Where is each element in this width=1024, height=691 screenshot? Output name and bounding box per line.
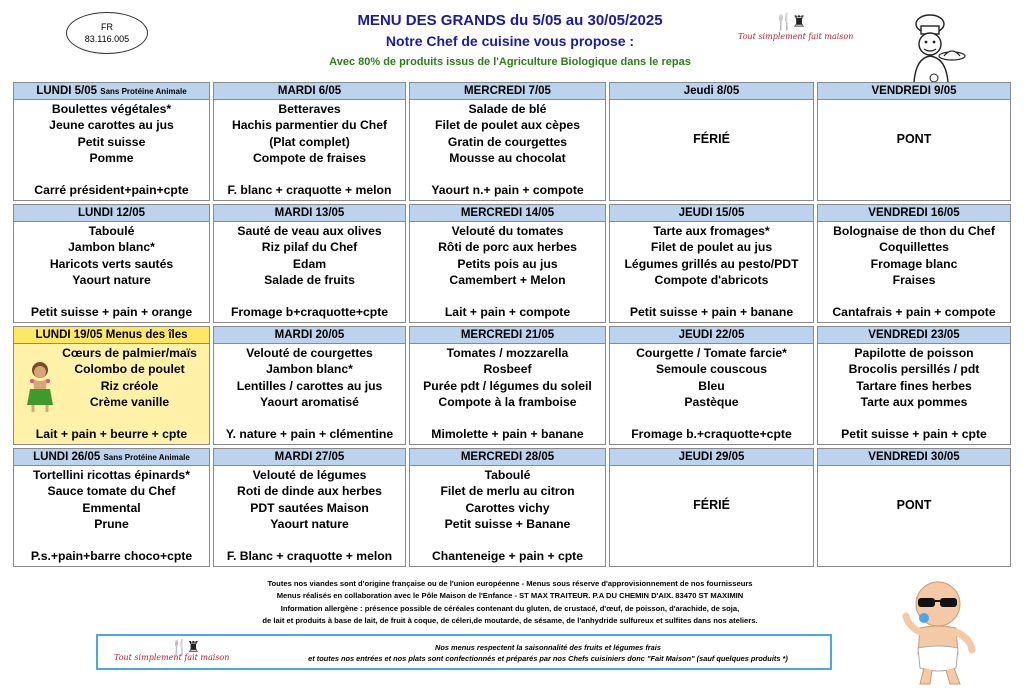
day-header <box>410 449 605 466</box>
dish-item: Tartare fines herbes <box>856 378 972 393</box>
day-header <box>410 205 605 222</box>
afternoon-snack: F. blanc + craquotte + melon <box>227 183 392 197</box>
dish-item: Hachis parmentier du Chef <box>231 118 388 133</box>
dish-item: Pastèque <box>684 394 739 409</box>
menu-subtitle: Notre Chef de cuisine vous propose : <box>385 33 635 49</box>
dish-item: Sauce tomate du Chef <box>47 484 176 499</box>
day-header <box>214 449 405 466</box>
day-header <box>610 83 813 100</box>
day-header <box>818 449 1010 466</box>
day-cell <box>409 204 606 323</box>
day-cell <box>13 204 210 323</box>
dish-list <box>14 100 209 166</box>
footer-line: Toutes nos viandes sont d'origine française ou de l'union européenne - Menus sous réserve d'approvisionnement de nos fournisseurs <box>267 579 753 588</box>
day-cell <box>13 448 210 567</box>
cutlery-icon: 🍴♜ <box>774 14 805 31</box>
day-label: MARDI 20/05 <box>274 329 345 341</box>
dish-item: Camembert + Melon <box>449 272 566 287</box>
afternoon-snack: Lait + pain + compote <box>444 305 571 319</box>
day-label: VENDREDI 16/05 <box>868 207 960 219</box>
fr-approval-badge <box>66 12 148 54</box>
dish-item: Taboulé <box>484 468 531 482</box>
fait-maison-note-box <box>96 634 832 670</box>
bio-line: Avec 80% de produits issus de l'Agriculture Biologique dans le repas <box>329 56 691 68</box>
footer-info <box>200 578 820 628</box>
footer-line: Menus réalisés en collaboration avec le Pôle Maison de l'Enfance - ST MAX TRAITEUR. P.A DU CHEMIN D'AIX. 83470 ST MAXIMIN <box>276 591 744 601</box>
day-label: VENDREDI 9/05 <box>871 85 957 97</box>
afternoon-snack: Mimolette + pain + banane <box>431 427 584 441</box>
note-line: et toutes nos entrées et nos plats sont confectionnés et préparés par nos Chefs cuisiniers donc "Fait Maison" (sauf quelques produits *) <box>308 654 788 663</box>
afternoon-snack: Petit suisse + pain + banane <box>629 305 794 319</box>
badge-line-2: 83.116.005 <box>84 34 130 44</box>
dish-item: Lentilles / carottes au jus <box>236 378 383 393</box>
day-label: LUNDI 5/05 <box>36 85 98 97</box>
day-header <box>610 327 813 344</box>
day-header <box>818 205 1010 222</box>
dish-item: Tomates / mozzarella <box>446 346 569 360</box>
dish-list <box>818 344 1010 410</box>
dish-item: Taboulé <box>88 224 135 238</box>
afternoon-snack: Fromage b+craquotte+cpte <box>230 305 389 319</box>
day-label: MERCREDI 21/05 <box>460 329 555 341</box>
dish-item: Tarte aux pommes <box>860 394 968 409</box>
week-row <box>13 448 1011 567</box>
day-cell <box>213 326 406 445</box>
afternoon-snack: Petit suisse + pain + orange <box>30 305 193 319</box>
day-header <box>14 205 209 222</box>
dish-item: Légumes grillés au pesto/PDT <box>624 256 799 271</box>
day-label: JEUDI 15/05 <box>678 207 745 219</box>
day-cell <box>13 82 210 201</box>
dish-item: Filet de merlu au citron <box>440 484 575 499</box>
note-line: Nos menus respectent la saisonnalité des fruits et légumes frais <box>435 643 661 652</box>
fait-maison-logo <box>738 12 854 46</box>
dish-item: Velouté de légumes <box>252 468 367 482</box>
day-label: MERCREDI 7/05 <box>464 85 551 97</box>
badge-line-1: FR <box>101 22 113 32</box>
day-header <box>818 83 1010 100</box>
day-cell <box>409 326 606 445</box>
dish-item: Emmental <box>82 500 141 515</box>
dish-item: Coquillettes <box>879 240 949 255</box>
day-header <box>14 327 209 344</box>
chef-illustration-icon <box>900 12 970 84</box>
dish-list <box>214 344 405 410</box>
logo-script: Tout simplement fait maison <box>114 653 230 662</box>
day-header <box>214 205 405 222</box>
day-label: MERCREDI 14/05 <box>460 207 555 219</box>
afternoon-snack: Fromage b.+craquotte+cpte <box>631 427 792 441</box>
day-label: VENDREDI 23/05 <box>868 329 960 341</box>
dish-list <box>410 344 605 410</box>
afternoon-snack: Yaourt n.+ pain + compote <box>431 183 584 197</box>
dish-item: Salade de blé <box>468 102 547 116</box>
day-cell <box>13 326 210 445</box>
dish-item: Rosbeef <box>483 362 532 377</box>
day-label: MARDI 6/05 <box>277 85 342 97</box>
day-label: MARDI 13/05 <box>274 207 345 219</box>
dish-item: Prune <box>94 516 129 531</box>
dish-item: Jambon blanc* <box>68 240 155 255</box>
dish-item: Petits pois au jus <box>457 256 558 271</box>
day-sublabel: Sans Protéine Animale <box>100 87 187 96</box>
dish-item: Crème vanille <box>89 394 170 409</box>
dish-item: Courgette / Tomate farcie* <box>636 346 787 360</box>
dish-item: Mousse au chocolat <box>449 150 566 165</box>
dish-item: Compote à la framboise <box>438 394 577 409</box>
day-label: VENDREDI 30/05 <box>868 451 960 463</box>
dish-item: Jeune carottes au jus <box>49 118 174 133</box>
dish-item: Bleu <box>698 378 725 393</box>
day-cell <box>213 448 406 567</box>
dish-item: Roti de dinde aux herbes <box>237 484 382 499</box>
dish-item: Gratin de courgettes <box>447 134 568 149</box>
closed-label: PONT <box>896 132 932 146</box>
afternoon-snack: F. Blanc + craquotte + melon <box>226 549 393 563</box>
week-row <box>13 82 1011 201</box>
dish-item: Riz pilaf du Chef <box>261 240 358 255</box>
menu-title: MENU DES GRANDS du 5/05 au 30/05/2025 <box>357 12 663 29</box>
dish-item: PDT sautées Maison <box>250 500 369 515</box>
dish-item: Salade de fruits <box>264 272 355 287</box>
dish-item: Pomme <box>89 150 134 165</box>
dish-item: Fromage blanc <box>870 256 958 271</box>
day-sublabel: Sans Protéine Animale <box>103 453 190 462</box>
dish-list <box>14 222 209 288</box>
dish-item: Boulettes végétales* <box>51 102 172 116</box>
day-cell <box>817 448 1011 567</box>
day-cell <box>409 448 606 567</box>
dish-list <box>14 466 209 532</box>
dish-item: Yaourt aromatisé <box>260 394 359 409</box>
day-cell <box>817 326 1011 445</box>
week-row <box>13 326 1011 445</box>
dish-item: Riz créole <box>100 378 159 393</box>
closed-label: FÉRIÉ <box>693 498 730 512</box>
day-cell <box>609 448 814 567</box>
dish-item: Filet de poulet au jus <box>650 240 773 255</box>
day-label: LUNDI 19/05 Menus des îles <box>35 329 188 341</box>
dish-item: Purée pdt / légumes du soleil <box>423 378 592 393</box>
day-cell <box>817 204 1011 323</box>
day-header <box>14 83 209 100</box>
dish-item: Carottes vichy <box>465 500 550 515</box>
fait-maison-logo-bottom <box>114 640 264 666</box>
afternoon-snack: P.s.+pain+barre choco+cpte <box>30 549 193 563</box>
dish-item: Sauté de veau aux olives <box>237 224 382 238</box>
day-label: JEUDI 22/05 <box>678 329 745 341</box>
day-cell <box>609 82 814 201</box>
dish-item: Colombo de poulet <box>74 362 185 377</box>
week-row <box>13 204 1011 323</box>
day-header <box>610 449 813 466</box>
day-label: Jeudi 8/05 <box>683 85 740 97</box>
baby-illustration-icon <box>894 574 984 688</box>
dish-list <box>818 222 1010 288</box>
dish-list <box>610 344 813 410</box>
dish-item: Compote d'abricots <box>654 272 769 287</box>
dish-list <box>214 222 405 288</box>
logo-script: Tout simplement fait maison <box>738 32 854 41</box>
footer-line: Information allergène : présence possible de céréales contenant du gluten, de crustacé, d'œuf, de poisson, d'arachide, de soja, <box>280 603 740 613</box>
day-cell <box>213 204 406 323</box>
dish-item: Tarte aux fromages* <box>653 224 770 238</box>
afternoon-snack: Y. nature + pain + clémentine <box>225 427 394 441</box>
day-header <box>818 327 1010 344</box>
day-header <box>610 205 813 222</box>
island-dancer-icon <box>22 359 58 413</box>
dish-item: Edam <box>292 256 327 271</box>
dish-list <box>410 466 605 532</box>
day-header <box>14 449 209 466</box>
day-cell <box>817 82 1011 201</box>
day-label: MERCREDI 28/05 <box>460 451 555 463</box>
day-cell <box>609 326 814 445</box>
dish-item: Filet de poulet aux cèpes <box>435 118 580 133</box>
day-cell <box>213 82 406 201</box>
dish-item: Yaourt nature <box>270 516 349 531</box>
afternoon-snack: Petit suisse + pain + cpte <box>841 427 987 441</box>
dish-item: Papilotte de poisson <box>854 346 974 360</box>
day-header <box>410 327 605 344</box>
afternoon-snack: Lait + pain + beurre + cpte <box>35 427 188 441</box>
day-cell <box>609 204 814 323</box>
dish-item: Rôti de porc aux herbes <box>438 240 577 255</box>
day-header <box>410 83 605 100</box>
dish-item: Haricots verts sautés <box>49 256 174 271</box>
dish-item: Velouté du tomates <box>451 224 564 238</box>
dish-list <box>410 100 605 166</box>
dish-item: Cœurs de palmier/maïs <box>62 346 197 360</box>
footer-line: de lait et produits à base de lait, de fruit à coque, de céleri,de moutarde, de sésame, de l'anhydride sulfureux et sulfites dans nos ateliers. <box>262 616 758 626</box>
dish-item: (Plat complet) <box>269 134 350 149</box>
day-label: LUNDI 12/05 <box>77 207 146 219</box>
afternoon-snack: Cantafrais + pain + compote <box>832 305 996 319</box>
day-header <box>214 327 405 344</box>
dish-list <box>214 100 405 166</box>
dish-list <box>214 466 405 532</box>
afternoon-snack: Carré président+pain+cpte <box>34 183 189 197</box>
dish-item: Bolognaise de thon du Chef <box>833 224 995 238</box>
dish-item: Petit suisse + Banane <box>444 516 571 531</box>
dish-item: Betteraves <box>278 102 341 116</box>
dish-item: Tortellini ricottas épinards* <box>33 468 190 482</box>
dish-list <box>610 222 813 288</box>
day-label: LUNDI 26/05 <box>33 451 101 463</box>
dish-item: Jambon blanc* <box>266 362 353 377</box>
dish-item: Fraises <box>892 272 936 287</box>
closed-label: PONT <box>896 498 932 512</box>
afternoon-snack: Chanteneige + pain + cpte <box>431 549 584 563</box>
dish-item: Yaourt nature <box>72 272 151 287</box>
day-label: MARDI 27/05 <box>274 451 345 463</box>
dish-list <box>410 222 605 288</box>
dish-item: Brocolis persillés / pdt <box>848 362 980 377</box>
fait-maison-note <box>278 642 818 664</box>
dish-item: Semoule couscous <box>655 362 768 377</box>
dish-item: Compote de fraises <box>252 150 367 165</box>
day-cell <box>409 82 606 201</box>
closed-label: FÉRIÉ <box>693 132 730 146</box>
day-label: JEUDI 29/05 <box>678 451 745 463</box>
cutlery-icon: 🍴♜ <box>170 639 199 656</box>
day-header <box>214 83 405 100</box>
dish-item: Petit suisse <box>77 134 146 149</box>
dish-item: Velouté de courgettes <box>246 346 373 360</box>
